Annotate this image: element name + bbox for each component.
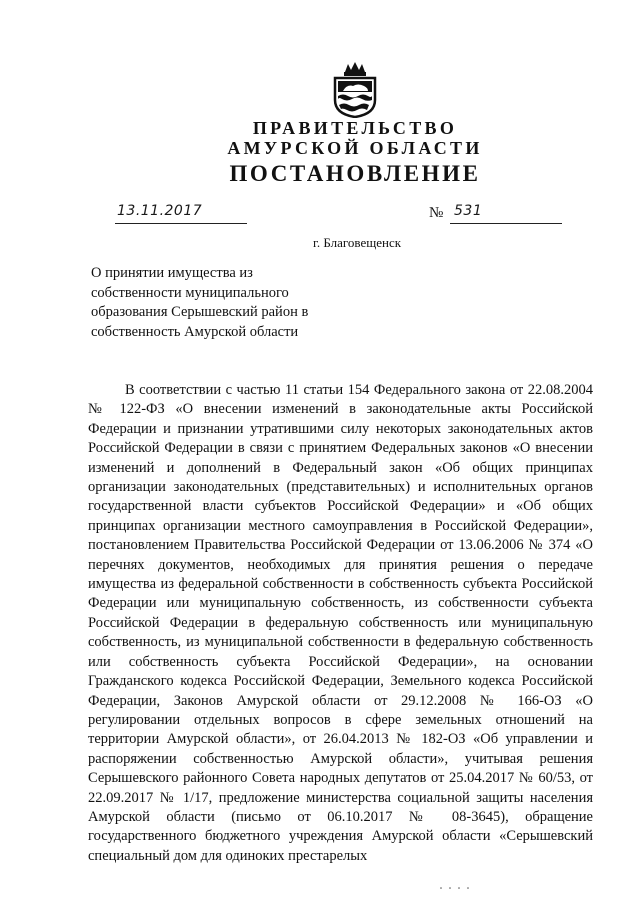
body-paragraph: В соответствии с частью 11 статьи 154 Федерального закона от 22.08.2004 № 122-ФЗ «О внесении изменений в законодательные акты Российской Федерации и признании утратившими силу некоторых законодательных актов Российской Федерации в связи с принятием Федеральных законов «О внесении изменений и дополнений в Федеральный закон «Об общих принципах организации законодательных (представительных) и исполнительных органов государственной власти субъектов Российской Федерации» и «Об общих принципах организации местного самоуправления в Российской Федерации», постановлением Правительства Российской Федерации от 13.06.2006 № 374 «О перечнях документов, необходимых для принятия решения о передаче имущества из федеральной собственности в собственность субъекта Российской Федерации или муниципальную собственность, из собственности субъекта Российской Федерации в федеральную собственность или муниципальную собственность, из муниципальной собственности в федеральную собственность или собственность субъекта Российской Федерации», на основании Гражданского кодекса Российской Федерации, Земельного кодекса Российской Федерации, Законов Амурской области от 29.12.2008 № 166-ОЗ «О регулировании отдельных вопросов в сфере земельных отношений на территории Амурской области», от 26.04.2013 № 182-ОЗ «Об управлении и распоряжении собственностью Амурской области», учитывая решения Серышевского районного Совета народных депутатов от 25.04.2017 № 60/53, от 22.09.2017 № 1/17, предложение министерства социальной защиты населения Амурской области (письмо от 06.10.2017 № 08-3645), обращение государственного бюджетного учреждения Амурской области «Серышевский специальный дом для одиноких престарелых <box>88 382 593 864</box>
amur-oblast-coat-of-arms-icon <box>331 62 379 118</box>
scan-artifact <box>438 886 478 890</box>
city-name: г. Благовещенск <box>313 235 402 250</box>
date-field <box>115 203 247 224</box>
number-label: № <box>429 205 444 221</box>
government-name-line2: АМУРСКОЙ ОБЛАСТИ <box>227 138 483 158</box>
number-field <box>450 203 562 224</box>
government-name-line1: ПРАВИТЕЛЬСТВО <box>252 118 458 138</box>
document-type-title: ПОСТАНОВЛЕНИЕ <box>229 161 481 186</box>
decree-subject: О принятии имущества из собственности муниципального образования Серышевский район в собственность Амурской области <box>91 265 309 340</box>
date-value: 13.11.2017 <box>117 203 203 219</box>
number-value: 531 <box>454 203 483 219</box>
